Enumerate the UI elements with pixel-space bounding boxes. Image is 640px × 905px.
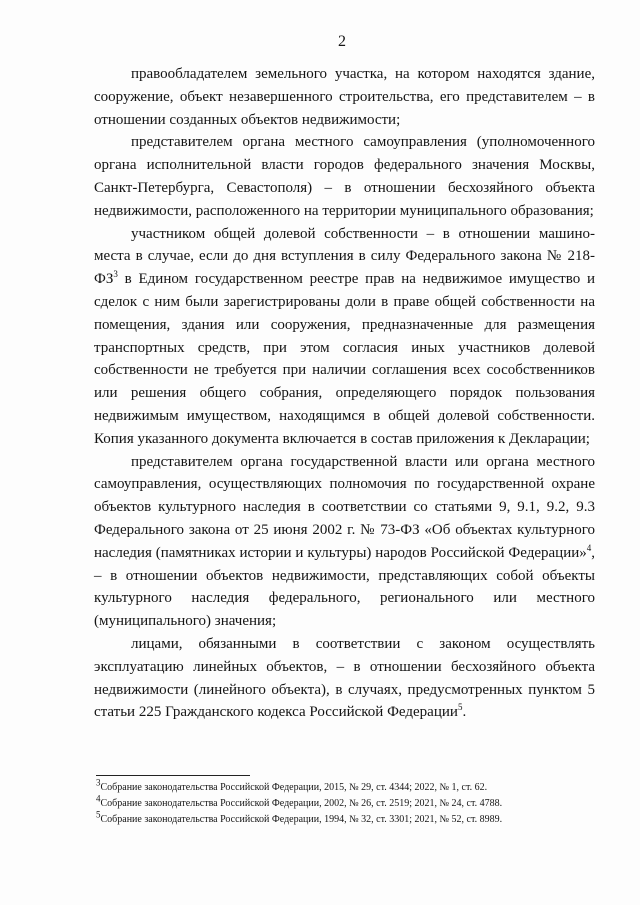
footnotes xyxy=(96,777,596,828)
paragraph-text: правообладателем земельного участка, на котором находятся здание, сооружение, объект незавершенного строительства, его представителем – в отношении созданных объектов недвижимости; xyxy=(94,66,595,128)
footnote-text: Собрание законодательства Российской Федерации, 2002, № 26, ст. 2519; 2021, № 24, ст. 4788. xyxy=(100,798,503,809)
footnote-separator xyxy=(96,775,250,776)
footnote-item xyxy=(96,793,596,812)
footnote-mark: 5 xyxy=(96,809,101,820)
paragraph-text: лицами, обязанными в соответствии с законом осуществлять эксплуатацию линейных объектов, – в отношении бесхозяйного объекта недвижимости (линейного объекта), в случаях, предусмотренных пунктом 5 статьи 225 Гражданского кодекса Российской Федерации xyxy=(94,635,595,721)
footnote-item xyxy=(96,777,596,796)
paragraph-text-tail: , – в отношении объектов недвижимости, представляющих собой объекты культурного наследия федерального, регионального или местного (муниципального) значения; xyxy=(94,544,595,630)
footnote-text: Собрание законодательства Российской Федерации, 1994, № 32, ст. 3301; 2021, № 52, ст. 8989. xyxy=(100,814,503,825)
paragraph-local-government xyxy=(94,131,595,222)
paragraph-text-tail: в Едином государственном реестре прав на недвижимое имущество и сделок с ним были зарегистрированы доли в праве общей собственности на помещения, здания или сооружения, предназначенные для размещения транспортных средств, при этом согласия иных участников долевой собственности не требуется при наличии соглашения всех сособственников или решения общего собрания, определяющего порядок пользования недвижимым имуществом, находящимся в общей долевой собственности. Копия указанного документа включается в состав приложения к Декларации; xyxy=(94,271,595,447)
paragraph-text-tail: . xyxy=(462,704,467,721)
footnote-mark: 3 xyxy=(96,777,101,788)
footnote-item xyxy=(96,809,596,828)
paragraph-shared-ownership xyxy=(94,223,595,451)
page-number: 2 xyxy=(338,33,346,50)
paragraph-cultural-heritage xyxy=(94,451,595,633)
document-body xyxy=(94,63,595,724)
footnote-mark: 4 xyxy=(96,793,101,804)
paragraph-text: представителем органа местного самоуправления (уполномоченного органа исполнительной власти городов федерального значения Москвы, Санкт-Петербурга, Севастополя) – в отношении бесхозяйного объекта недвижимости, расположенного на территории муниципального образования; xyxy=(94,134,595,219)
paragraph-rights-holder xyxy=(94,63,595,131)
footnote-ref-4: 4 xyxy=(586,542,592,553)
paragraph-linear-objects xyxy=(94,633,595,724)
footnote-ref-5: 5 xyxy=(457,702,463,713)
paragraph-text: представителем органа государственной власти или органа местного самоуправления, осуществляющих полномочия по государственной охране объектов культурного наследия в соответствии со статьями 9, 9.1, 9.2, 9.3 Федерального закона от 25 июня 2002 г. № 73-ФЗ «Об объектах культурного наследия (памятниках истории и культуры) народов Российской Федерации» xyxy=(94,453,595,561)
footnote-text: Собрание законодательства Российской Федерации, 2015, № 29, ст. 4344; 2022, № 1, ст. 62. xyxy=(100,782,488,793)
paragraph-text: участником общей долевой собственности – в отношении машино-места в случае, если до дня вступления в силу Федерального закона № 218-ФЗ xyxy=(94,225,595,288)
footnote-ref-3: 3 xyxy=(113,269,118,280)
